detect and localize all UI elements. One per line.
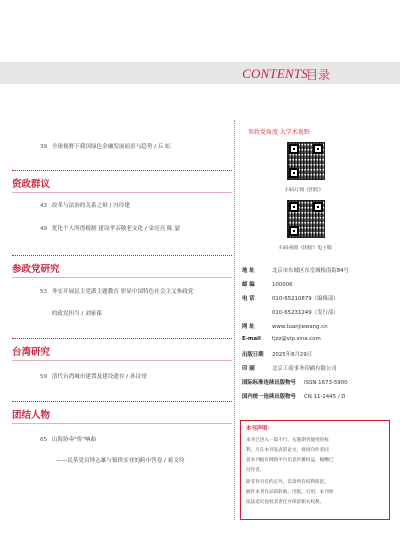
toc-entry-subtitle[interactable] xyxy=(56,456,185,464)
info-printer: 印 刷 北京工商事务印刷有限公司 xyxy=(242,366,337,372)
entry-title: 的政党担当 / 刘家葆 xyxy=(51,311,102,317)
info-postcode: 邮 编 100006 xyxy=(242,282,293,288)
section-header-canzhengdang: 参政党研究 xyxy=(12,264,60,275)
page-number: 59 xyxy=(40,374,48,380)
section-header-zizheng: 资政群议 xyxy=(12,179,51,190)
notice-line: 付作者。 xyxy=(246,468,265,473)
qr-code-subscribe[interactable] xyxy=(287,142,325,180)
notice-line: 本刊已进入一篇不行、实施期刊使用的权 xyxy=(246,438,329,443)
section-divider xyxy=(12,401,232,402)
toc-entry[interactable] xyxy=(40,287,193,295)
column-divider xyxy=(234,120,235,520)
info-cn-number: 国内统一连续出版物号 CN 11-2445 / D xyxy=(242,394,346,400)
contents-title-cn: 目录 xyxy=(305,68,330,82)
toc-entry[interactable] xyxy=(40,201,130,209)
info-publish-date: 出版日期 2025年8月29日 xyxy=(242,352,313,358)
info-phone-editorial: 电 话 010-65210879（编辑部） xyxy=(242,296,339,302)
toc-entry-continued[interactable] xyxy=(40,309,102,317)
notice-line: 依法追究侵权者责任并保留相关权利。 xyxy=(246,500,325,505)
entry-title: 务实开展民主党派主题教育 彰显中国特色社会主义参政党 xyxy=(51,289,194,295)
toc-entry[interactable] xyxy=(40,372,147,380)
page-number: 53 xyxy=(40,289,48,295)
section-divider xyxy=(12,255,232,256)
page-number: 43 xyxy=(40,203,48,209)
page-number: 49 xyxy=(40,226,48,232)
page-number: 65 xyxy=(40,437,48,443)
section-header-tuanjie: 团结人物 xyxy=(12,410,51,421)
section-divider xyxy=(12,338,232,339)
page-number: 39 xyxy=(40,144,48,150)
section-header-taiwan: 台湾研究 xyxy=(12,347,51,358)
right-column-slogan: 参政党角度 大学术视野 xyxy=(248,129,310,136)
qr-caption-ebook: 扫码查阅《团结》电子版 xyxy=(279,246,332,251)
section-underline xyxy=(12,423,232,424)
info-phone-distribution: 010-65231249（发行部） xyxy=(272,310,339,316)
entry-title: 山海协奏"侨"响曲 xyxy=(51,437,97,443)
toc-entry[interactable] xyxy=(40,435,96,443)
notice-line: 除非作另有约定外，其余所有权利保留。 xyxy=(246,480,329,485)
notice-line: 意本刊据有网络平台信息传播权益，稿酬已 xyxy=(246,458,334,463)
notice-line: 稿件本刊作品的转载、出版、引用，本刊将 xyxy=(246,490,334,495)
entry-title: 改革与法治的关系之辩 / 冯玲建 xyxy=(51,203,130,209)
info-address: 地 址 北京市东城区东皇城根南街84号 xyxy=(242,268,349,274)
toc-entry[interactable] xyxy=(40,142,171,150)
section-divider xyxy=(12,170,232,171)
entry-subtitle: ——民革党员钟志雄与镇侨实业的跨中答卷 / 蒋文玲 xyxy=(56,458,185,464)
notice-title: 本刊声明： xyxy=(246,426,273,432)
qr-caption-subscribe: 扫码订阅《团结》 xyxy=(285,188,324,193)
section-underline xyxy=(12,192,232,193)
section-underline xyxy=(12,277,232,278)
qr-code-ebook[interactable] xyxy=(287,200,325,238)
info-website[interactable]: 网 址 www.tuanjiewang.cn xyxy=(242,324,328,330)
toc-entry[interactable] xyxy=(40,224,180,232)
section-underline xyxy=(12,360,232,361)
notice-line: 利，凡在本刊发表的论文，视同向作者同 xyxy=(246,448,329,453)
entry-title: 清代台湾城市建置及建设遗存 / 孙诗哥 xyxy=(51,374,147,380)
info-email[interactable]: E-mail tjzz@vip.sina.com xyxy=(242,336,321,342)
contents-title-en: CONTENTS xyxy=(242,66,308,81)
entry-title: 全球视野下我国绿色金融发展前景与趋势 / 丘 虹 xyxy=(51,144,171,150)
entry-title: 优化个人所得税制 建设孝亲敬老文化 / 金亮亮 陈 瑟 xyxy=(51,226,181,232)
info-issn: 国际标准连续出版物号 ISSN 1673-5900 xyxy=(242,380,348,386)
